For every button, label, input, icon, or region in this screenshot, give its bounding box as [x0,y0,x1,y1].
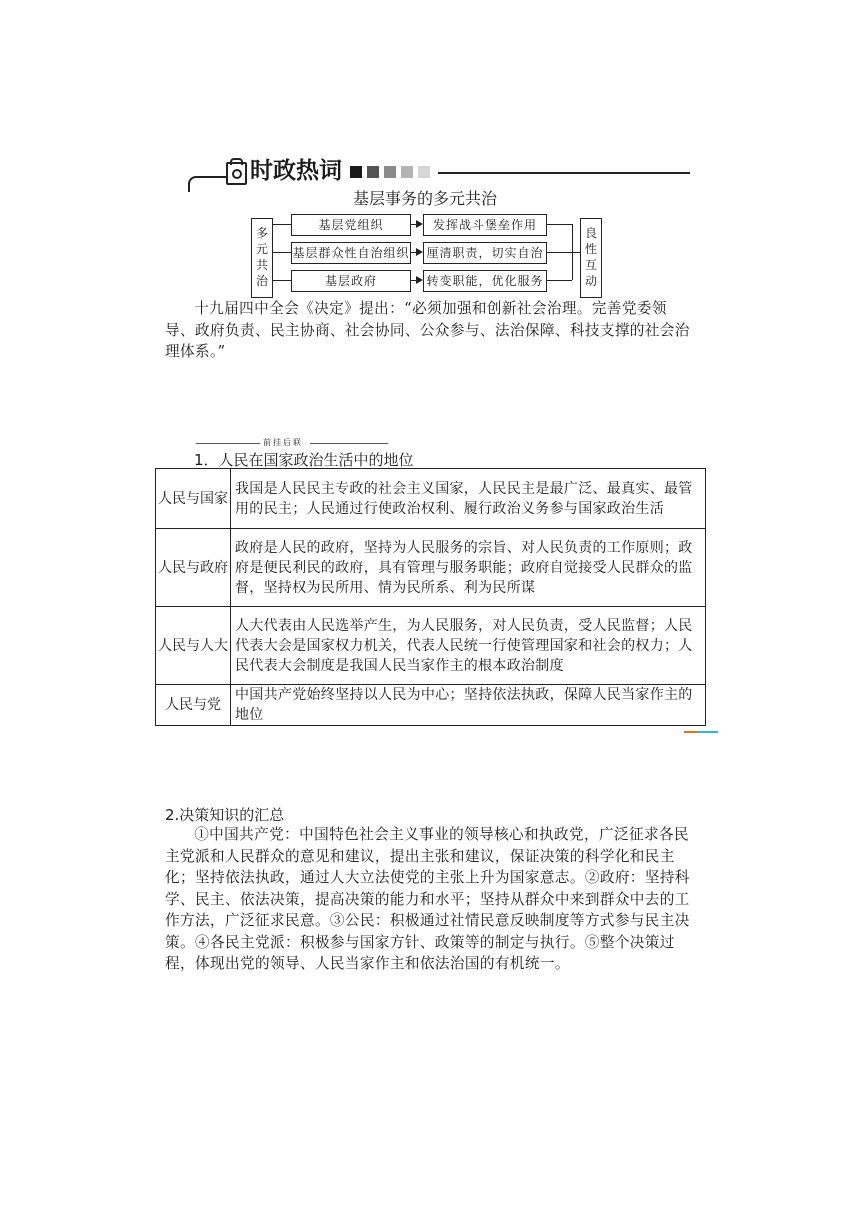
diagram-title: 基层事务的多元共治 [353,189,498,208]
intro-paragraph: 十九届四中全会《决定》提出：“必须加强和创新社会治理。完善党委领导、政府负责、民主协商、社会协同、公众参与、法治保障、科技支撑的社会治理体系。” [165,300,690,360]
table-row [156,469,706,529]
arrow-right-icon [416,248,423,256]
section-title: 1．人民在国家政治生活中的地位 [194,451,414,469]
row-value: 我国是人民民主专政的社会主义国家，人民民主是最广泛、最真实、最管用的民主；人民通过行使政治权利、履行政治义务参与国家政治生活 [231,469,706,529]
header-square-decoration [418,166,430,178]
diagram-connector [272,252,292,253]
section2-paragraph: ①中国共产党：中国特色社会主义事业的领导核心和执政党，广泛征求各民主党派和人民群众的意见和建议，提出主张和建议，保证决策的科学化和民主化；坚持依法执政，通过人大立法使党的主张上升为国家意志。②政府：坚持科学、民主、依法决策，提高决策的能力和水平；坚持从群众中来到群众中去的工作方法，广泛征求民意。③公民：积极通过社情民意反映制度等方式参与民主决策。④各民主党派：积极参与国家方针、政策等的制定与执行。⑤整个决策过程，体现出党的领导、人民当家作主和依法治国的有机统一。 [165,826,690,972]
row-value: 人大代表由人民选举产生，为人民服务，对人民负责，受人民监督；人民代表大会是国家权力机关，代表人民统一行使管理国家和社会的权力；人民代表大会制度是我国人民当家作主的根本政治制度 [231,607,706,685]
header-rule-right [438,172,690,174]
diagram-connector [272,280,292,281]
diagram-left-label: 多元共治 [251,218,273,298]
highlight-mark [698,731,718,733]
table-row [156,607,706,685]
camera-icon [226,162,247,185]
highlight-mark [684,731,698,733]
diagram-connector [272,224,292,225]
header-square-decoration [350,166,362,178]
header-square-decoration [384,166,396,178]
row-value: 政府是人民的政府，坚持为人民服务的宗旨、对人民负责的工作原则；政府是便民利民的政府，具有管理与服务职能；政府自觉接受人民群众的监督，坚持权为民所用、情为民所系、利为民所谋 [231,529,706,607]
row-key: 人民与政府 [156,529,231,607]
row-value: 中国共产党始终坚持以人民为中心；坚持依法执政，保障人民当家作主的地位 [231,685,706,726]
section2-title: 2.决策知识的汇总 [165,806,285,824]
diagram-node-right: 厘清职责，切实自治 [423,242,547,264]
diagram-connector [572,252,580,253]
header-rule-left [188,176,226,192]
header-square-decoration [401,166,413,178]
diagram-node-right: 发挥战斗堡垒作用 [423,214,547,236]
row-key: 人民与党 [156,685,231,726]
diagram-connector [546,224,572,225]
section-header-title: 时政热词 [250,158,342,184]
diagram-connector [546,280,572,281]
divider-line [310,443,388,444]
relationship-table [155,468,706,726]
divider-label: 前挂后联 [263,438,303,447]
table-row [156,529,706,607]
row-key: 人民与人大 [156,607,231,685]
camera-icon-lens [232,169,242,179]
row-key: 人民与国家 [156,469,231,529]
diagram-connector [546,252,572,253]
diagram-node-left: 基层群众性自治组织 [291,242,411,264]
divider-line [196,443,260,444]
arrow-right-icon [416,276,423,284]
diagram-node-left: 基层党组织 [291,214,411,236]
table-row [156,685,706,726]
header-square-decoration [367,166,379,178]
arrow-right-icon [416,220,423,228]
diagram-node-left: 基层政府 [291,270,411,292]
diagram-right-label: 良性互动 [580,218,602,298]
diagram-node-right: 转变职能，优化服务 [423,270,547,292]
